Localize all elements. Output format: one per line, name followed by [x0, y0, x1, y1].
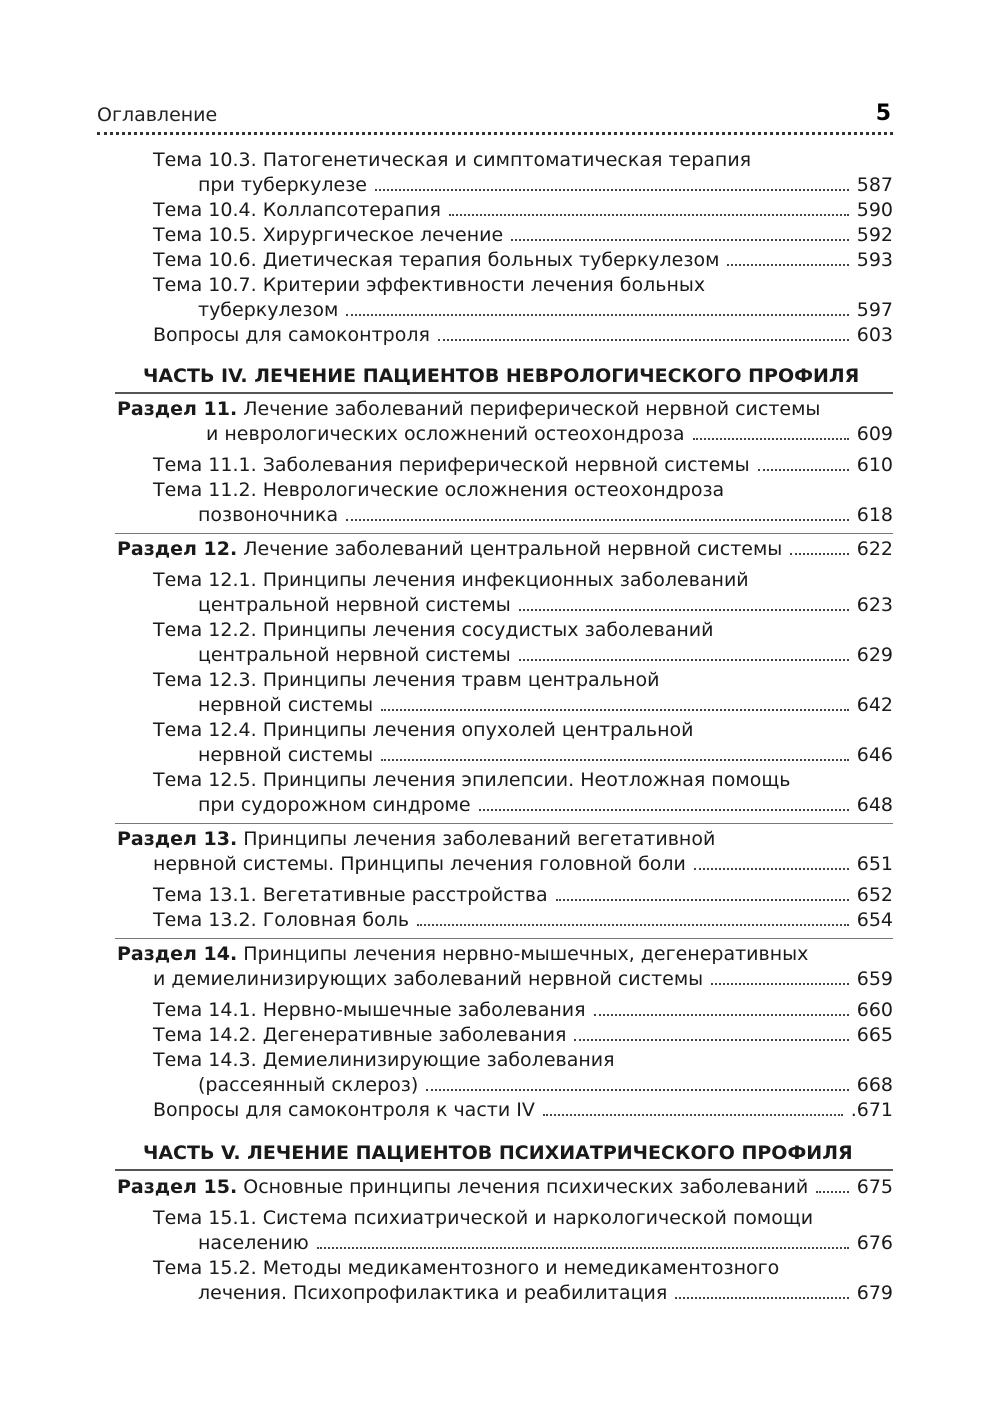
toc-section-12[interactable]: Раздел 12. Лечение заболеваний центральной нервной системы 622 — [117, 538, 893, 560]
toc-entry-12-1-cont[interactable]: центральной нервной системы 623 — [198, 594, 893, 616]
page-ref: 648 — [856, 794, 893, 816]
page-ref: 622 — [856, 538, 893, 560]
toc-section-13[interactable]: Раздел 13. Принципы лечения заболеваний вегетативной — [117, 828, 716, 850]
toc-section-14[interactable]: Раздел 14. Принципы лечения нервно-мышечных, дегенеративных — [117, 943, 809, 965]
toc-entry-14-3-cont[interactable]: (рассеянный склероз) 668 — [198, 1074, 893, 1096]
toc-entry-12-1[interactable]: Тема 12.1. Принципы лечения инфекционных заболеваний — [153, 569, 749, 591]
toc-entry-11-1[interactable]: Тема 11.1. Заболевания периферической нервной системы 610 — [153, 454, 893, 476]
page-ref: 654 — [856, 909, 893, 931]
part-divider — [115, 1169, 893, 1171]
page-ref: 676 — [856, 1232, 893, 1254]
page-ref: 642 — [856, 694, 893, 716]
page-ref: 603 — [856, 324, 893, 346]
toc-entry-15-1[interactable]: Тема 15.1. Система психиатрической и наркологической помощи — [153, 1207, 814, 1229]
toc-entry-10-6[interactable]: Тема 10.6. Диетическая терапия больных туберкулезом 593 — [153, 249, 893, 271]
part-divider — [115, 392, 893, 394]
page-ref: 679 — [856, 1282, 893, 1304]
toc-entry-11-2-cont[interactable]: позвоночника 618 — [198, 504, 893, 526]
page-ref: 665 — [856, 1024, 893, 1046]
page-ref: 675 — [856, 1176, 893, 1198]
toc-section-11-cont[interactable]: и неврологических осложнений остеохондроза 609 — [206, 423, 893, 445]
toc-entry-15-1-cont[interactable]: населению 676 — [198, 1232, 893, 1254]
toc-entry-12-4-cont[interactable]: нервной системы 646 — [198, 744, 893, 766]
toc-entry-12-3-cont[interactable]: нервной системы 642 — [198, 694, 893, 716]
toc-entry-12-2-cont[interactable]: центральной нервной системы 629 — [198, 644, 893, 666]
toc-entry-self-check-part4[interactable]: Вопросы для самоконтроля к части IV .671 — [153, 1099, 893, 1121]
toc-page — [97, 96, 893, 1304]
page-ref: 646 — [856, 744, 893, 766]
page-ref: 668 — [856, 1074, 893, 1096]
part-4-title[interactable]: ЧАСТЬ IV. ЛЕЧЕНИЕ ПАЦИЕНТОВ НЕВРОЛОГИЧЕСКОГО ПРОФИЛЯ — [143, 365, 860, 387]
page-ref: 651 — [856, 853, 893, 875]
page-ref: 593 — [856, 249, 893, 271]
page-ref: 597 — [856, 299, 893, 321]
section-divider — [115, 938, 893, 939]
page-ref: .671 — [850, 1099, 893, 1121]
toc-entry-13-1[interactable]: Тема 13.1. Вегетативные расстройства 652 — [153, 884, 893, 906]
part-5-title[interactable]: ЧАСТЬ V. ЛЕЧЕНИЕ ПАЦИЕНТОВ ПСИХИАТРИЧЕСКОГО ПРОФИЛЯ — [143, 1142, 853, 1164]
toc-entry-14-2[interactable]: Тема 14.2. Дегенеративные заболевания 665 — [153, 1024, 893, 1046]
toc-entry-10-3-cont[interactable]: при туберкулезе 587 — [198, 174, 893, 196]
header-dotted-rule — [97, 132, 893, 135]
toc-section-11[interactable]: Раздел 11. Лечение заболеваний периферической нервной системы — [117, 398, 821, 420]
toc-section-13-cont[interactable]: нервной системы. Принципы лечения головной боли 651 — [153, 853, 893, 875]
page-ref: 623 — [856, 594, 893, 616]
section-divider — [115, 823, 893, 824]
running-head-title: Оглавление — [97, 104, 218, 126]
toc-entry-10-3[interactable]: Тема 10.3. Патогенетическая и симптоматическая терапия — [153, 149, 752, 171]
section-divider — [115, 533, 893, 534]
toc-entry-15-2[interactable]: Тема 15.2. Методы медикаментозного и немедикаментозного — [153, 1257, 780, 1279]
page-ref: 660 — [856, 999, 893, 1021]
toc-section-15[interactable]: Раздел 15. Основные принципы лечения психических заболеваний 675 — [117, 1176, 893, 1198]
running-head — [97, 96, 893, 126]
page-ref: 652 — [856, 884, 893, 906]
toc-section-14-cont[interactable]: и демиелинизирующих заболеваний нервной системы 659 — [153, 968, 893, 990]
toc-entry-10-5[interactable]: Тема 10.5. Хирургическое лечение 592 — [153, 224, 893, 246]
page-ref: 629 — [856, 644, 893, 666]
toc-entry-12-4[interactable]: Тема 12.4. Принципы лечения опухолей центральной — [153, 719, 694, 741]
toc-entry-11-2[interactable]: Тема 11.2. Неврологические осложнения остеохондроза — [153, 479, 725, 501]
toc-entry-10-7-cont[interactable]: туберкулезом 597 — [198, 299, 893, 321]
toc-entry-12-2[interactable]: Тема 12.2. Принципы лечения сосудистых заболеваний — [153, 619, 714, 641]
table-of-contents — [97, 148, 893, 1306]
page-number: 5 — [875, 101, 891, 126]
toc-entry-14-3[interactable]: Тема 14.3. Демиелинизирующие заболевания — [153, 1049, 615, 1071]
toc-entry-13-2[interactable]: Тема 13.2. Головная боль 654 — [153, 909, 893, 931]
page-ref: 610 — [856, 454, 893, 476]
toc-entry-12-5[interactable]: Тема 12.5. Принципы лечения эпилепсии. Неотложная помощь — [153, 769, 791, 791]
page-ref: 609 — [856, 423, 893, 445]
toc-entry-12-5-cont[interactable]: при судорожном синдроме 648 — [198, 794, 893, 816]
toc-entry-15-2-cont[interactable]: лечения. Психопрофилактика и реабилитация 679 — [198, 1282, 893, 1304]
toc-entry-10-4[interactable]: Тема 10.4. Коллапсотерапия 590 — [153, 199, 893, 221]
page-ref: 590 — [856, 199, 893, 221]
page-ref: 592 — [856, 224, 893, 246]
page-ref: 618 — [856, 504, 893, 526]
toc-entry-10-7[interactable]: Тема 10.7. Критерии эффективности лечения больных — [153, 274, 706, 296]
toc-entry-self-check-part3[interactable]: Вопросы для самоконтроля 603 — [153, 324, 893, 346]
page-ref: 587 — [856, 174, 893, 196]
toc-entry-12-3[interactable]: Тема 12.3. Принципы лечения травм центральной — [153, 669, 660, 691]
toc-entry-14-1[interactable]: Тема 14.1. Нервно-мышечные заболевания 660 — [153, 999, 893, 1021]
page-ref: 659 — [856, 968, 893, 990]
